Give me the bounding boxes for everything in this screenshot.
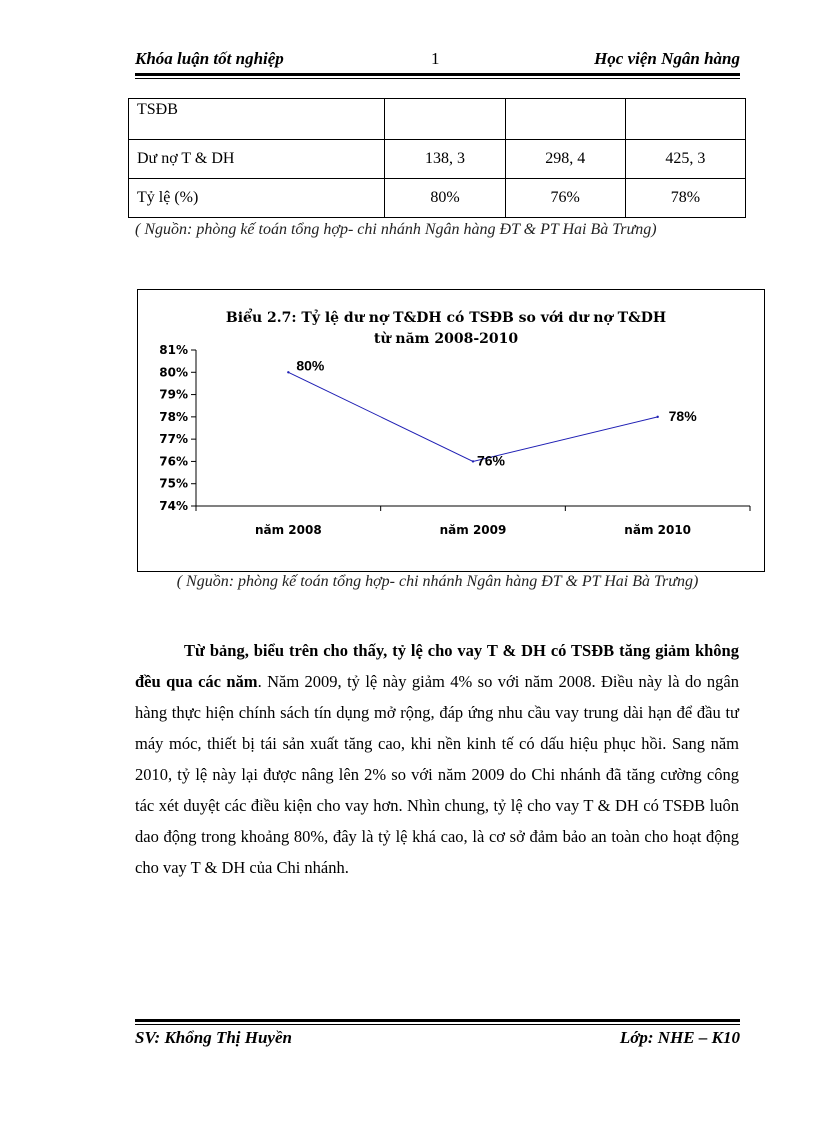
table-cell-label: Dư nợ T & DH xyxy=(129,140,385,179)
table-cell-label: Tỷ lệ (%) xyxy=(129,179,385,218)
header-rule-thin xyxy=(135,78,740,79)
table-row xyxy=(129,140,746,179)
table-cell: 76% xyxy=(505,179,625,218)
footer-student-name: SV: Khổng Thị Huyền xyxy=(135,1028,292,1047)
table-row xyxy=(129,179,746,218)
table-cell xyxy=(385,99,505,140)
y-tick-label: 78% xyxy=(159,409,188,424)
header-institution: Học viện Ngân hàng xyxy=(594,49,740,68)
y-tick-label: 79% xyxy=(159,387,188,402)
chart-title: Biểu 2.7: Tỷ lệ dư nợ T&DH có TSĐB so với dư nợ T&DH xyxy=(225,310,667,326)
y-tick-label: 75% xyxy=(159,476,188,491)
footer-class: Lớp: NHE – K10 xyxy=(619,1028,740,1047)
data-label: 76% xyxy=(476,452,506,469)
paragraph-bold-lead: Từ bảng, biểu trên cho thấy, tỷ lệ cho vay T & DH có TSĐB tăng giảm không đều qua các năm xyxy=(135,641,739,691)
table-cell: 425, 3 xyxy=(625,140,745,179)
y-tick-label: 76% xyxy=(159,454,188,469)
body-paragraph xyxy=(135,635,739,883)
y-tick-label: 80% xyxy=(159,365,188,380)
table-cell: 78% xyxy=(625,179,745,218)
data-table xyxy=(128,98,746,218)
y-tick-label: 81% xyxy=(159,343,188,357)
x-tick-label: năm 2010 xyxy=(624,523,692,537)
data-point xyxy=(287,371,289,373)
table-cell-label: TSĐB xyxy=(129,99,385,140)
table-cell: 80% xyxy=(385,179,505,218)
header-thesis-title: Khóa luận tốt nghiệp xyxy=(135,49,284,68)
data-point xyxy=(472,460,474,462)
paragraph-text: . Năm 2009, tỷ lệ này giảm 4% so với năm 2008. Điều này là do ngân hàng thực hiện chính sách tín dụng mở rộng, đáp ứng nhu cầu vay trung dài hạn để đầu tư máy móc, thiết bị tái sản xuất tăng cao, khi nền kinh tế có dấu hiệu phục hồi. Sang năm 2010, tỷ lệ này lại được nâng lên 2% so với năm 2009 do Chi nhánh đã tăng cường công tác xét duyệt các điều kiện cho vay hơn. Nhìn chung, tỷ lệ cho vay T & DH có TSĐB luôn dao động trong khoảng 80%, đây là tỷ lệ khá cao, là cơ sở đảm bảo an toàn cho hoạt động cho vay T & DH của Chi nhánh. xyxy=(135,672,739,877)
table-cell: 298, 4 xyxy=(505,140,625,179)
line-chart xyxy=(138,290,764,571)
series-line xyxy=(288,372,657,461)
chart-source-note: ( Nguồn: phòng kế toán tổng hợp- chi nhánh Ngân hàng ĐT & PT Hai Bà Trưng) xyxy=(176,573,699,590)
y-tick-label: 77% xyxy=(159,432,188,447)
data-point xyxy=(656,416,658,418)
table-row xyxy=(129,99,746,140)
table-source-note: ( Nguồn: phòng kế toán tổng hợp- chi nhánh Ngân hàng ĐT & PT Hai Bà Trưng) xyxy=(135,221,657,238)
footer-rule-thick xyxy=(135,1019,740,1022)
header-rule-thick xyxy=(135,73,740,76)
chart-subtitle: từ năm 2008-2010 xyxy=(373,331,519,347)
x-tick-label: năm 2008 xyxy=(254,523,322,537)
page-header xyxy=(135,49,740,73)
table-cell: 138, 3 xyxy=(385,140,505,179)
page-footer xyxy=(135,1028,740,1052)
chart-frame xyxy=(137,289,765,572)
y-tick-label: 74% xyxy=(159,499,188,513)
data-label: 80% xyxy=(296,357,325,374)
table-cell xyxy=(625,99,745,140)
data-label: 78% xyxy=(668,407,697,424)
header-page-number: 1 xyxy=(431,49,440,68)
footer-rule-thin xyxy=(135,1024,740,1025)
x-tick-label: năm 2009 xyxy=(439,523,507,537)
table-cell xyxy=(505,99,625,140)
